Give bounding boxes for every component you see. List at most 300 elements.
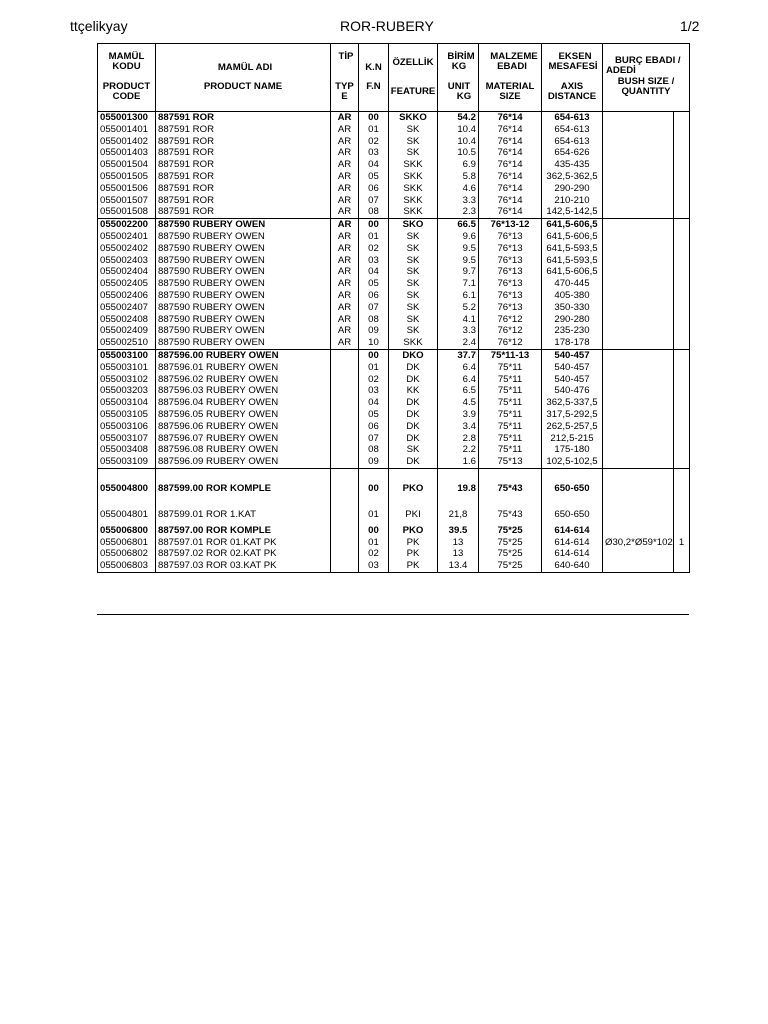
cell-bush xyxy=(603,397,674,409)
cell-axis: 650-650 xyxy=(542,509,603,521)
table-row xyxy=(98,171,690,183)
cell-name: 887597.02 ROR 02.KAT PK xyxy=(156,548,331,560)
cell-weight: 4.1 xyxy=(438,314,479,326)
cell-kn: 03 xyxy=(359,560,389,572)
cell-kn: 01 xyxy=(359,509,389,521)
header-type-en: TYP E xyxy=(335,81,354,102)
header-material-en: MATERIAL SIZE xyxy=(485,81,535,102)
header-product-name xyxy=(156,44,331,112)
cell-type xyxy=(331,497,359,509)
cell-bush xyxy=(603,433,674,445)
header-weight-en: UNIT KG xyxy=(447,81,472,102)
cell-name: 887596.01 RUBERY OWEN xyxy=(156,362,331,374)
cell-kn: 03 xyxy=(359,255,389,267)
cell-axis: 654-613 xyxy=(542,124,603,136)
cell-qty xyxy=(674,255,690,267)
cell-kn: 05 xyxy=(359,409,389,421)
table-row xyxy=(98,548,690,560)
cell-qty xyxy=(674,497,690,509)
cell-name: 887590 RUBERY OWEN xyxy=(156,255,331,267)
cell-axis: 641,5-593,5 xyxy=(542,255,603,267)
table-row xyxy=(98,266,690,278)
cell-bush xyxy=(603,362,674,374)
cell-kn: 00 xyxy=(359,219,389,231)
table-row xyxy=(98,159,690,171)
cell-kn: 02 xyxy=(359,548,389,560)
cell-code: 055001508 xyxy=(100,206,149,218)
cell-weight: 2.4 xyxy=(438,337,479,349)
table-row xyxy=(98,409,690,421)
cell-type: AR xyxy=(331,255,359,267)
cell-weight: 13.4 xyxy=(438,560,479,572)
cell-material: 75*25 xyxy=(479,560,542,572)
cell-material: 75*11 xyxy=(479,362,542,374)
cell-axis: 317,5-292,5 xyxy=(542,409,603,421)
cell-qty xyxy=(674,548,690,560)
cell-weight: 9.6 xyxy=(438,231,479,243)
cell-type xyxy=(331,468,359,481)
company-name: ttçelikyay xyxy=(70,18,128,34)
cell-weight: 3.3 xyxy=(438,325,479,337)
cell-kn: 07 xyxy=(359,433,389,445)
cell-name: 887596.08 RUBERY OWEN xyxy=(156,444,331,456)
cell-code: 055001505 xyxy=(100,170,149,182)
cell-axis: 102,5-102,5 xyxy=(542,456,603,468)
cell-qty xyxy=(674,409,690,421)
cell-material: 75*11 xyxy=(479,409,542,421)
cell-code: 055003109 xyxy=(100,456,149,468)
cell-weight: 5.8 xyxy=(438,171,479,183)
cell-qty xyxy=(674,385,690,397)
cell-code: 055001402 xyxy=(100,135,149,147)
header-type xyxy=(331,44,359,112)
cell-feature: DK xyxy=(389,409,438,421)
cell-type xyxy=(331,374,359,386)
cell-bush xyxy=(603,183,674,195)
cell-kn: 02 xyxy=(359,243,389,255)
cell-kn: 07 xyxy=(359,302,389,314)
cell-code: 055003203 xyxy=(100,385,149,397)
cell-bush xyxy=(603,255,674,267)
cell-axis: 640-640 xyxy=(542,560,603,572)
cell-material: 76*14 xyxy=(479,124,542,136)
cell-code: 055003101 xyxy=(100,361,149,373)
table-row xyxy=(98,525,690,537)
cell-code: 055002401 xyxy=(100,230,149,242)
cell-name xyxy=(156,468,331,481)
cell-weight: 10.5 xyxy=(438,147,479,159)
cell-name: 887590 RUBERY OWEN xyxy=(156,302,331,314)
cell-code: 055002200 xyxy=(98,219,156,231)
cell-bush xyxy=(603,337,674,349)
cell-bush xyxy=(603,560,674,572)
cell-qty xyxy=(674,468,690,481)
header-material xyxy=(479,44,542,112)
table-row xyxy=(98,560,690,572)
cell-feature: SKO xyxy=(389,219,438,231)
cell-qty xyxy=(674,349,690,361)
cell-code: 055006803 xyxy=(100,560,149,572)
table-row xyxy=(98,231,690,243)
cell-type: AR xyxy=(331,159,359,171)
cell-bush xyxy=(603,231,674,243)
cell-qty xyxy=(674,337,690,349)
cell-weight: 9.7 xyxy=(438,266,479,278)
cell-kn: 06 xyxy=(359,421,389,433)
cell-name: 887590 RUBERY OWEN xyxy=(156,243,331,255)
table-row xyxy=(98,147,690,159)
cell-qty xyxy=(674,397,690,409)
cell-code: 055001401 xyxy=(100,123,149,135)
cell-code: 055003408 xyxy=(100,444,149,456)
cell-material: 75*25 xyxy=(479,548,542,560)
table-row xyxy=(98,112,690,124)
cell-type: AR xyxy=(331,290,359,302)
cell-axis: 435-435 xyxy=(542,159,603,171)
cell-feature: SKK xyxy=(389,206,438,218)
cell-bush xyxy=(603,509,674,521)
cell-type: AR xyxy=(331,183,359,195)
cell-bush xyxy=(603,468,674,481)
page-number: 1/2 xyxy=(680,18,700,34)
cell-kn: 01 xyxy=(359,362,389,374)
cell-feature: SK xyxy=(389,124,438,136)
cell-qty xyxy=(674,525,690,537)
cell-qty xyxy=(674,243,690,255)
cell-material: 76*14 xyxy=(479,183,542,195)
table-row xyxy=(98,385,690,397)
header-feature-en: FEATURE xyxy=(390,86,436,97)
cell-kn: 10 xyxy=(359,337,389,349)
cell-material: 75*11 xyxy=(479,444,542,456)
cell-name: 887591 ROR xyxy=(156,183,331,195)
cell-axis: 362,5-337,5 xyxy=(542,397,603,409)
table-row xyxy=(98,302,690,314)
cell-material: 75*11 xyxy=(479,385,542,397)
cell-code: 055006800 xyxy=(100,524,149,536)
cell-feature: DK xyxy=(389,433,438,445)
cell-feature: SKK xyxy=(389,337,438,349)
cell-name: 887590 RUBERY OWEN xyxy=(156,325,331,337)
cell-material xyxy=(479,497,542,509)
header-kn-tr: K.N xyxy=(365,62,382,73)
cell-material: 76*13 xyxy=(479,278,542,290)
cell-weight: 66.5 xyxy=(438,219,479,231)
footer-divider xyxy=(97,614,689,615)
cell-code: 055003100 xyxy=(98,349,156,361)
cell-bush xyxy=(603,124,674,136)
cell-material: 76*13 xyxy=(479,243,542,255)
cell-name: 887599.01 ROR 1.KAT xyxy=(156,509,331,521)
cell-qty xyxy=(674,136,690,148)
cell-code: 055003102 xyxy=(100,373,149,385)
cell-name: 887591 ROR xyxy=(156,147,331,159)
cell-weight: 2.2 xyxy=(438,444,479,456)
cell-bush xyxy=(603,147,674,159)
spacer-row xyxy=(98,468,690,481)
cell-code: 055004801 xyxy=(100,508,149,520)
cell-type xyxy=(331,421,359,433)
cell-name: 887596.05 RUBERY OWEN xyxy=(156,409,331,421)
cell-name xyxy=(156,497,331,509)
cell-bush xyxy=(603,243,674,255)
cell-kn: 02 xyxy=(359,374,389,386)
table-body xyxy=(98,112,690,573)
cell-name: 887591 ROR xyxy=(156,136,331,148)
cell-weight: 19.8 xyxy=(438,481,479,497)
table-row xyxy=(98,136,690,148)
cell-type: AR xyxy=(331,219,359,231)
cell-type xyxy=(331,456,359,468)
cell-feature: SK xyxy=(389,266,438,278)
cell-kn: 04 xyxy=(359,159,389,171)
cell-qty xyxy=(674,195,690,207)
cell-material: 76*12 xyxy=(479,325,542,337)
cell-type: AR xyxy=(331,278,359,290)
cell-feature: PKO xyxy=(389,481,438,497)
cell-material: 76*13 xyxy=(479,302,542,314)
cell-name: 887596.02 RUBERY OWEN xyxy=(156,374,331,386)
table-row xyxy=(98,481,690,497)
cell-code: 055004800 xyxy=(100,482,149,494)
cell-qty xyxy=(674,421,690,433)
header-weight xyxy=(438,44,479,112)
cell-weight: 9.5 xyxy=(438,255,479,267)
cell-code: 055006802 xyxy=(100,548,149,560)
cell-material: 76*14 xyxy=(479,206,542,218)
cell-material: 76*14 xyxy=(479,112,542,124)
cell-feature: PKI xyxy=(389,509,438,521)
cell-axis: 540-457 xyxy=(542,349,603,361)
table-row xyxy=(98,243,690,255)
cell-feature: DK xyxy=(389,397,438,409)
cell-type: AR xyxy=(331,112,359,124)
cell-axis: 650-650 xyxy=(542,481,603,497)
cell-feature: SKK xyxy=(389,171,438,183)
cell-axis: 175-180 xyxy=(542,444,603,456)
cell-axis: 350-330 xyxy=(542,302,603,314)
table-row xyxy=(98,278,690,290)
cell-type xyxy=(331,433,359,445)
header-bush-en: BUSH SIZE / QUANTITY xyxy=(617,76,675,97)
cell-weight: 5.2 xyxy=(438,302,479,314)
cell-kn: 01 xyxy=(359,124,389,136)
cell-axis: 290-280 xyxy=(542,314,603,326)
cell-bush: Ø30,2*Ø59*102 xyxy=(603,537,674,549)
cell-weight: 3.9 xyxy=(438,409,479,421)
cell-kn: 01 xyxy=(359,231,389,243)
cell-qty xyxy=(674,325,690,337)
header-name-en: PRODUCT NAME xyxy=(203,81,283,92)
cell-name: 887590 RUBERY OWEN xyxy=(156,290,331,302)
cell-feature xyxy=(389,497,438,509)
cell-weight: 13 xyxy=(438,548,479,560)
cell-kn xyxy=(359,497,389,509)
cell-kn: 09 xyxy=(359,325,389,337)
cell-qty xyxy=(674,124,690,136)
cell-kn: 04 xyxy=(359,397,389,409)
cell-material: 76*14 xyxy=(479,195,542,207)
cell-axis: 641,5-606,5 xyxy=(542,266,603,278)
cell-axis: 210-210 xyxy=(542,195,603,207)
cell-axis: 235-230 xyxy=(542,325,603,337)
cell-feature: SKK xyxy=(389,183,438,195)
table-row xyxy=(98,349,690,361)
cell-type: AR xyxy=(331,231,359,243)
cell-bush xyxy=(603,456,674,468)
cell-bush xyxy=(603,290,674,302)
cell-type xyxy=(331,444,359,456)
cell-axis: 142,5-142,5 xyxy=(542,206,603,218)
cell-code: 055001504 xyxy=(100,159,149,171)
cell-feature: SKKO xyxy=(389,112,438,124)
cell-weight: 6.4 xyxy=(438,362,479,374)
cell-kn: 01 xyxy=(359,537,389,549)
header-material-tr: MALZEME EBADI xyxy=(490,51,538,72)
cell-feature: SK xyxy=(389,302,438,314)
cell-code: 055002409 xyxy=(100,325,149,337)
cell-type: AR xyxy=(331,195,359,207)
cell-kn: 07 xyxy=(359,195,389,207)
table-row xyxy=(98,290,690,302)
cell-feature: DK xyxy=(389,456,438,468)
cell-type xyxy=(331,525,359,537)
cell-bush xyxy=(603,409,674,421)
cell-material: 75*43 xyxy=(479,509,542,521)
cell-name: 887591 ROR xyxy=(156,159,331,171)
cell-axis: 654-613 xyxy=(542,136,603,148)
cell-code: 055002403 xyxy=(100,254,149,266)
cell-kn: 05 xyxy=(359,171,389,183)
cell-weight: 3.4 xyxy=(438,421,479,433)
cell-kn: 05 xyxy=(359,278,389,290)
cell-qty: 1 xyxy=(674,537,690,549)
cell-weight xyxy=(438,497,479,509)
cell-feature xyxy=(389,468,438,481)
cell-code: 055003104 xyxy=(100,397,149,409)
cell-type xyxy=(331,385,359,397)
cell-name: 887590 RUBERY OWEN xyxy=(156,231,331,243)
cell-feature: SK xyxy=(389,290,438,302)
cell-name: 887590 RUBERY OWEN xyxy=(156,266,331,278)
cell-material: 76*13 xyxy=(479,290,542,302)
cell-feature: DKO xyxy=(389,349,438,361)
cell-bush xyxy=(603,548,674,560)
cell-axis: 614-614 xyxy=(542,548,603,560)
cell-kn: 08 xyxy=(359,444,389,456)
cell-qty xyxy=(674,159,690,171)
cell-type xyxy=(331,560,359,572)
cell-kn: 09 xyxy=(359,456,389,468)
cell-kn: 03 xyxy=(359,385,389,397)
header-kn xyxy=(359,44,389,112)
cell-code: 055002510 xyxy=(100,337,149,349)
cell-qty xyxy=(674,266,690,278)
cell-code: 055006801 xyxy=(100,536,149,548)
cell-material: 75*25 xyxy=(479,525,542,537)
cell-feature: PK xyxy=(389,560,438,572)
table-row xyxy=(98,219,690,231)
cell-weight xyxy=(438,468,479,481)
cell-bush xyxy=(603,481,674,497)
cell-code: 055002407 xyxy=(100,301,149,313)
header-type-tr: TİP xyxy=(338,51,354,62)
cell-kn xyxy=(359,468,389,481)
cell-type: AR xyxy=(331,337,359,349)
cell-kn: 04 xyxy=(359,266,389,278)
cell-axis: 362,5-362,5 xyxy=(542,171,603,183)
cell-name: 887597.03 ROR 03.KAT PK xyxy=(156,560,331,572)
cell-kn: 02 xyxy=(359,136,389,148)
cell-type: AR xyxy=(331,302,359,314)
cell-name: 887596.04 RUBERY OWEN xyxy=(156,397,331,409)
header-kn-en: F.N xyxy=(366,81,381,92)
cell-axis: 614-614 xyxy=(542,525,603,537)
cell-kn: 08 xyxy=(359,314,389,326)
cell-bush xyxy=(603,497,674,509)
cell-axis: 641,5-606,5 xyxy=(542,231,603,243)
cell-weight: 4.5 xyxy=(438,397,479,409)
cell-name: 887591 ROR xyxy=(156,206,331,218)
cell-axis: 470-445 xyxy=(542,278,603,290)
table-row xyxy=(98,444,690,456)
cell-weight: 37.7 xyxy=(438,349,479,361)
cell-name: 887590 RUBERY OWEN xyxy=(156,314,331,326)
cell-weight: 6.1 xyxy=(438,290,479,302)
cell-axis: 654-626 xyxy=(542,147,603,159)
header-axis-tr: EKSEN MESAFESİ xyxy=(548,51,598,72)
cell-code: 055002405 xyxy=(100,278,149,290)
cell-type: AR xyxy=(331,136,359,148)
table-row xyxy=(98,397,690,409)
cell-axis: 262,5-257,5 xyxy=(542,421,603,433)
cell-bush xyxy=(603,266,674,278)
document-title: ROR-RUBERY xyxy=(340,18,434,34)
product-table xyxy=(97,43,690,573)
cell-weight: 39.5 xyxy=(438,525,479,537)
table-row xyxy=(98,456,690,468)
cell-weight: 1.6 xyxy=(438,456,479,468)
cell-material: 76*14 xyxy=(479,171,542,183)
cell-code: 055002408 xyxy=(100,313,149,325)
cell-code: 055001300 xyxy=(100,112,149,123)
cell-feature: SK xyxy=(389,444,438,456)
cell-qty xyxy=(674,433,690,445)
header-bush-tr: BURÇ EBADI / ADEDİ xyxy=(606,55,681,76)
cell-feature: SK xyxy=(389,278,438,290)
cell-type: AR xyxy=(331,314,359,326)
cell-feature: SK xyxy=(389,255,438,267)
cell-axis: 641,5-606,5 xyxy=(542,219,603,231)
cell-material: 76*12 xyxy=(479,337,542,349)
cell-bush xyxy=(603,314,674,326)
cell-axis: 212,5-215 xyxy=(542,433,603,445)
cell-type xyxy=(331,409,359,421)
cell-type: AR xyxy=(331,171,359,183)
cell-feature: DK xyxy=(389,374,438,386)
cell-code: 055002406 xyxy=(100,289,149,301)
table-row xyxy=(98,124,690,136)
cell-name: 887596.03 RUBERY OWEN xyxy=(156,385,331,397)
header-feature-tr: ÖZELLİK xyxy=(392,57,434,68)
cell-qty xyxy=(674,147,690,159)
cell-material: 75*13 xyxy=(479,456,542,468)
cell-feature: SK xyxy=(389,147,438,159)
cell-bush xyxy=(603,112,674,124)
cell-kn: 00 xyxy=(359,112,389,124)
cell-type: AR xyxy=(331,124,359,136)
cell-name: 887597.00 ROR KOMPLE xyxy=(156,525,331,537)
